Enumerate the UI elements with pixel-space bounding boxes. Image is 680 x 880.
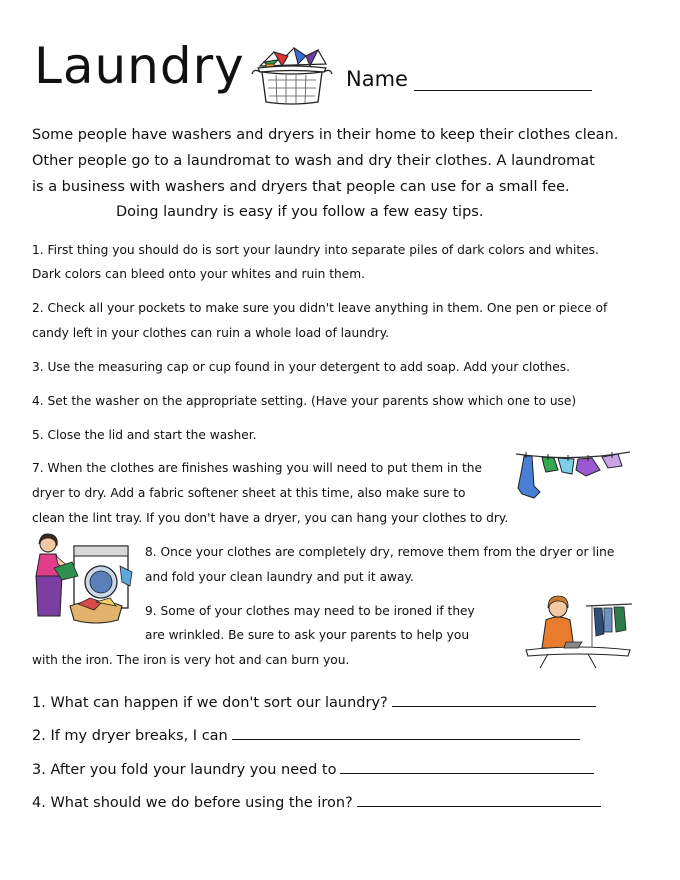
person-ironing-icon bbox=[518, 590, 636, 670]
name-label: Name bbox=[346, 67, 408, 91]
intro-line: Some people have washers and dryers in their home to keep their clothes clean. bbox=[32, 127, 619, 143]
tip-line: are wrinkled. Be sure to ask your parents to help you bbox=[145, 628, 470, 642]
question-row bbox=[32, 759, 594, 779]
tip-line: with the iron. The iron is very hot and can burn you. bbox=[32, 653, 350, 667]
intro-line: is a business with washers and dryers that people can use for a small fee. bbox=[32, 179, 570, 195]
tip-line: 9. Some of your clothes may need to be ironed if they bbox=[145, 604, 475, 618]
tip-line: 4. Set the washer on the appropriate setting. (Have your parents show which one to use) bbox=[32, 394, 577, 408]
question-text: 1. What can happen if we don't sort our laundry? bbox=[32, 695, 388, 711]
tip-line: dryer to dry. Add a fabric softener sheet at this time, also make sure to bbox=[32, 486, 466, 500]
question-row bbox=[32, 692, 596, 712]
tip-line: and fold your clean laundry and put it away. bbox=[145, 570, 414, 584]
woman-with-washer-icon bbox=[32, 532, 136, 626]
answer-blank[interactable] bbox=[232, 725, 580, 740]
tip-line: 2. Check all your pockets to make sure you didn't leave anything in them. One pen or piece of bbox=[32, 301, 608, 315]
tip-line: 3. Use the measuring cap or cup found in your detergent to add soap. Add your clothes. bbox=[32, 360, 571, 374]
answer-blank[interactable] bbox=[357, 792, 601, 807]
clothesline-icon bbox=[514, 448, 632, 504]
tip-line: 1. First thing you should do is sort your laundry into separate piles of dark colors and whites. bbox=[32, 243, 599, 257]
answer-blank[interactable] bbox=[340, 759, 594, 774]
tip-line: Dark colors can bleed onto your whites and ruin them. bbox=[32, 267, 365, 281]
tip-line: 7. When the clothes are finishes washing you will need to put them in the bbox=[32, 461, 482, 475]
question-text: 4. What should we do before using the iron? bbox=[32, 795, 353, 811]
question-row bbox=[32, 792, 601, 812]
question-text: 2. If my dryer breaks, I can bbox=[32, 728, 228, 744]
intro-line: Other people go to a laundromat to wash and dry their clothes. A laundromat bbox=[32, 153, 595, 169]
intro-line: Doing laundry is easy if you follow a few easy tips. bbox=[116, 204, 484, 220]
name-field[interactable] bbox=[414, 90, 592, 91]
laundry-basket-icon bbox=[244, 44, 340, 108]
question-text: 3. After you fold your laundry you need to bbox=[32, 762, 337, 778]
tip-line: clean the lint tray. If you don't have a dryer, you can hang your clothes to dry. bbox=[32, 511, 509, 525]
worksheet-title: Laundry bbox=[34, 37, 245, 95]
answer-blank[interactable] bbox=[392, 692, 596, 707]
tip-line: 5. Close the lid and start the washer. bbox=[32, 428, 257, 442]
question-row bbox=[32, 725, 580, 745]
tip-line: 8. Once your clothes are completely dry, remove them from the dryer or line bbox=[145, 545, 615, 559]
tip-line: candy left in your clothes can ruin a whole load of laundry. bbox=[32, 326, 390, 340]
